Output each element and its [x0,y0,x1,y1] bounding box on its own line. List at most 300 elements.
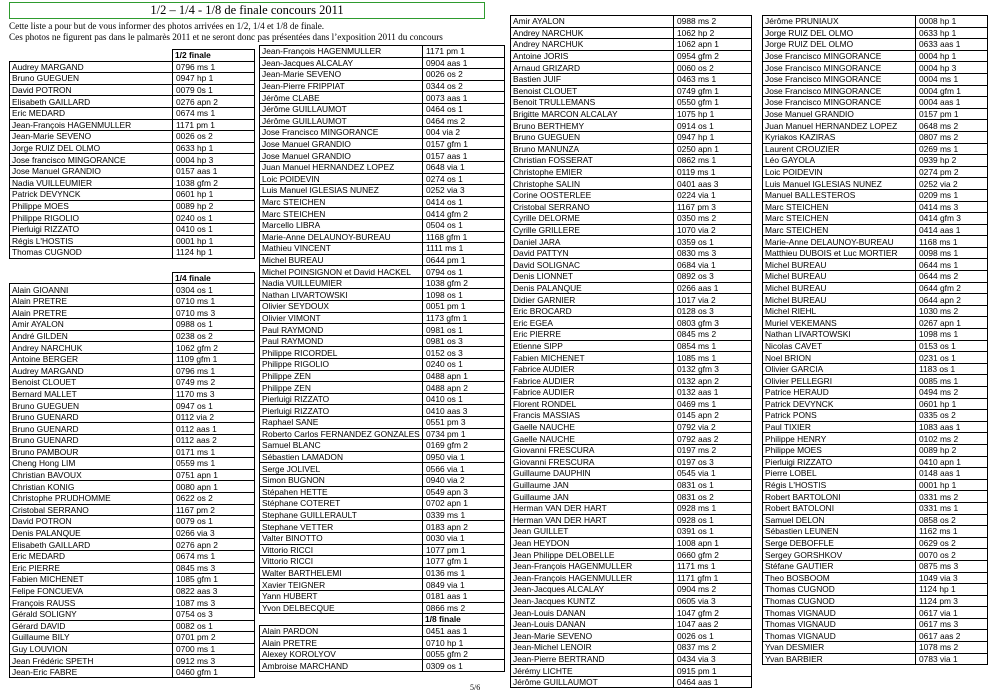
photographer-name: Pierluigi RIZZATO [763,456,916,468]
photographer-name: Serge DEBOFFLE [763,537,916,549]
photo-code: 1124 hp 1 [173,247,255,259]
table-row [10,411,255,423]
photographer-name: Andrey NARCHUK [511,39,674,51]
photo-code: 0469 ms 1 [674,398,752,410]
photo-code: 1038 gfm 2 [173,177,255,189]
photo-code: 0119 ms 1 [674,166,752,178]
photographer-name: Yann HUBERT [260,590,423,602]
photographer-name: Yvan DESMIER [763,642,916,654]
photo-code: 0410 os 1 [173,223,255,235]
photographer-name: Thomas VIGNAUD [763,618,916,630]
table-row [10,655,255,667]
photographer-name: Giovanni FRESCURA [511,456,674,468]
photo-code: 1049 via 3 [916,572,988,584]
photographer-name: Pierluigi RIZZATO [10,223,173,235]
table-row [511,537,752,549]
table-row [511,607,752,619]
photographer-name: André GILDEN [10,330,173,342]
table-row [10,377,255,389]
table-row [10,585,255,597]
table-row [260,196,505,208]
photo-code: 1111 ms 1 [423,243,505,255]
photo-code: 0749 gfm 1 [674,85,752,97]
photo-code: 0209 ms 1 [916,189,988,201]
table-row [260,602,505,614]
photographer-name: Léo GAYOLA [763,155,916,167]
photo-code: 0460 gfm 1 [173,666,255,678]
photo-code: 0183 apn 2 [423,521,505,533]
table-row [763,642,988,654]
photographer-name: Patrick DEVYNCK [763,398,916,410]
photographer-name: Marcello LIBRA [260,219,423,231]
photographer-name: François RAUSS [10,597,173,609]
photo-code: 1109 gfm 1 [173,353,255,365]
photographer-name: Audrey MARGAND [10,365,173,377]
photo-code: 0914 os 1 [674,120,752,132]
table-row [763,143,988,155]
photo-code: 1078 ms 2 [916,642,988,654]
photo-code: 0112 aas 2 [173,435,255,447]
table-row [260,231,505,243]
round-header: 1/4 finale [173,272,255,284]
table-row [763,247,988,259]
photographer-name: Antoine BERGER [10,353,173,365]
table-row [763,537,988,549]
table-row [260,498,505,510]
photo-code: 0269 ms 1 [916,143,988,155]
photographer-name: Nathan LIVARTOWSKI [763,329,916,341]
photographer-name: Fabrice AUDIER [511,363,674,375]
photographer-name: Jérémy LICHTE [511,665,674,677]
photo-code: 0089 hp 2 [916,444,988,456]
photographer-name: Jean-Louis DANAN [511,607,674,619]
photo-code: 0112 aas 1 [173,423,255,435]
table-row [763,201,988,213]
table-row [763,189,988,201]
table-row [260,463,505,475]
table-row [763,653,988,665]
photographer-name: Philippe ZEN [260,370,423,382]
table-row [10,131,255,143]
column-4 [762,15,988,665]
photographer-name: Jose Francisco MINGORANCE [763,50,916,62]
table-row [511,62,752,74]
photographer-name: Gérard DAVID [10,620,173,632]
photographer-name: Michel BUREAU [763,259,916,271]
photographer-name: Bruno MANUNZA [511,143,674,155]
photo-code: 0197 os 3 [674,456,752,468]
table-row [511,468,752,480]
photo-code: 0112 via 2 [173,411,255,423]
photo-code: 0079 os 1 [173,516,255,528]
table-row [511,410,752,422]
header-spacer [10,50,173,62]
photographer-name: Patrick DEVYNCK [10,189,173,201]
table-row [511,271,752,283]
photographer-name: Guillaume JAN [511,479,674,491]
table-row [10,435,255,447]
table-row [763,131,988,143]
photographer-name: Denis PALANQUE [511,282,674,294]
photographer-name: Patrice HERAUD [763,387,916,399]
photo-code: 0055 gfm 2 [423,648,505,660]
table-row [260,440,505,452]
table-row [763,73,988,85]
photo-code: 0026 os 2 [173,131,255,143]
photographer-name: Bruno GUEGUEN [10,73,173,85]
photo-code: 1087 ms 3 [173,597,255,609]
table-row [763,271,988,283]
photographer-name: Walter BARTHELEMI [260,567,423,579]
table-row [260,324,505,336]
photo-code: 0981 os 1 [423,324,505,336]
table-row [511,213,752,225]
photographer-name: Mathieu VINCENT [260,243,423,255]
photographer-name: Philippe ZEN [260,382,423,394]
photo-code: 0674 ms 1 [173,107,255,119]
photographer-name: Xavier TEIGNER [260,579,423,591]
table-row [10,319,255,331]
photo-code: 0545 via 1 [674,468,752,480]
table-row [763,421,988,433]
table-row [511,618,752,630]
table-row [763,340,988,352]
table-row [763,329,988,341]
photo-code: 0954 gfm 2 [674,50,752,62]
photo-code: 0157 aas 1 [173,165,255,177]
photo-code: 0947 os 1 [173,400,255,412]
half-final-table [9,49,255,259]
photo-code: 0796 ms 1 [173,365,255,377]
photographer-name: Thomas CUGNOD [763,595,916,607]
photographer-name: Thomas VIGNAUD [763,607,916,619]
photo-code: 0549 apn 3 [423,486,505,498]
photographer-name: Cristobal SERRANO [10,504,173,516]
photographer-name: Ambroise MARCHAND [260,660,423,672]
photo-code: 0001 hp 1 [173,235,255,247]
photographer-name: Benoit TRULLEMANS [511,97,674,109]
table-row [763,618,988,630]
photographer-name: Michel BUREAU [260,254,423,266]
photo-code: 0796 ms 1 [173,61,255,73]
photo-code: 0359 os 1 [674,236,752,248]
photo-code: 0128 os 3 [674,305,752,317]
table-row [10,142,255,154]
table-row [260,474,505,486]
table-row [511,294,752,306]
photo-code: 1168 ms 1 [916,236,988,248]
photographer-name: Kyriakos KAZIRAS [763,131,916,143]
table-row [260,393,505,405]
photographer-name: Olivier VIMONT [260,312,423,324]
table-row [763,282,988,294]
photo-code: 0629 os 2 [916,537,988,549]
table-row [10,107,255,119]
photographer-name: Bernard MALLET [10,388,173,400]
photographer-name: Didier GARNIER [511,294,674,306]
table-row [763,224,988,236]
photo-code: 0928 ms 1 [674,502,752,514]
photo-code: 1008 apn 1 [674,537,752,549]
photographer-name: Cheng Hong LIM [10,458,173,470]
photo-code: 0171 ms 1 [173,446,255,458]
table-row [763,50,988,62]
table-row [511,352,752,364]
photo-code: 0304 os 1 [173,284,255,296]
photographer-name: Jean-Marie SEVENO [511,630,674,642]
photographer-name: Bruno GUEGUEN [511,131,674,143]
photographer-name: Marie-Anne DELAUNOY-BUREAU [260,231,423,243]
photographer-name: Daniel JARA [511,236,674,248]
table-row [10,550,255,562]
photo-code: 0410 os 1 [423,393,505,405]
photo-code: 0792 via 2 [674,421,752,433]
photographer-name: Régis L'HOSTIS [10,235,173,247]
table-row [511,340,752,352]
photographer-name: Eric MEDARD [10,107,173,119]
round-header: 1/2 finale [173,50,255,62]
photographer-name: Jose Manuel GRANDIO [260,150,423,162]
photographer-name: Yvan BARBIER [763,653,916,665]
photo-code: 0276 apn 2 [173,539,255,551]
photo-code: 1173 gfm 1 [423,312,505,324]
photo-code: 0102 ms 2 [916,433,988,445]
table-row [511,236,752,248]
header-spacer [260,614,423,626]
photographer-name: Jean-Pierre FRIPPIAT [260,80,423,92]
photographer-name: Fabrice AUDIER [511,375,674,387]
photo-code: 1062 apn 1 [674,39,752,51]
photo-code: 0845 ms 2 [674,329,752,341]
photo-code: 1077 pm 1 [423,544,505,556]
photo-code: 0274 pm 2 [916,166,988,178]
table-row [10,423,255,435]
table-row [10,330,255,342]
table-row [10,458,255,470]
photographer-name: Christian FOSSERAT [511,155,674,167]
photographer-name: Eric PIERRE [511,329,674,341]
photographer-name: Eric BROCARD [511,305,674,317]
table-row [10,632,255,644]
document-title: 1/2 – 1/4 - 1/8 de finale concours 2011 [9,2,485,19]
photographer-name: Nadia VUILLEUMIER [260,277,423,289]
photo-code: 0148 aas 1 [916,468,988,480]
table-row [763,259,988,271]
table-row [511,166,752,178]
photo-code: 0026 os 2 [423,69,505,81]
photographer-name: Jose Francisco MINGORANCE [763,97,916,109]
table-row [511,189,752,201]
photo-code: 0266 via 3 [173,527,255,539]
table-row [511,398,752,410]
photographer-name: David PATTYN [511,247,674,259]
table-row [511,329,752,341]
photo-code: 0051 pm 1 [423,301,505,313]
photographer-name: Marc STEICHEN [763,224,916,236]
table-row [260,521,505,533]
photographer-name: Jose Manuel GRANDIO [763,108,916,120]
table-row [763,108,988,120]
table-row [10,388,255,400]
photographer-name: Denis PALANQUE [10,527,173,539]
table-row [260,590,505,602]
table-row [10,177,255,189]
table-row [763,572,988,584]
photo-code: 0807 ms 2 [916,131,988,143]
table-row [10,365,255,377]
photo-code: 0080 apn 1 [173,481,255,493]
photo-code: 0181 aas 1 [423,590,505,602]
table-row [260,301,505,313]
table-row [260,219,505,231]
photographer-name: Yvon DELBECQUE [260,602,423,614]
photographer-name: Arnaud GRIZARD [511,62,674,74]
photo-code: 0004 gfm 1 [916,85,988,97]
photo-code: 1162 ms 1 [916,526,988,538]
table-row [260,417,505,429]
photo-code: 0169 gfm 2 [423,440,505,452]
eighth-final-table-continued [762,15,988,665]
table-row [260,486,505,498]
table-row [763,560,988,572]
photographer-name: Thomas CUGNOD [10,247,173,259]
photo-code: 1168 gfm 1 [423,231,505,243]
photo-code: 0551 pm 3 [423,417,505,429]
photographer-name: Paul RAYMOND [260,324,423,336]
photographer-name: Michel BUREAU [763,282,916,294]
photo-code: 0331 ms 1 [916,502,988,514]
photo-code: 0830 ms 3 [674,247,752,259]
photo-code: 0633 hp 1 [173,142,255,154]
photographer-name: Michel BUREAU [763,294,916,306]
photographer-name: Stéphane COTERET [260,498,423,510]
table-row [260,243,505,255]
photographer-name: Jean-Marie SEVENO [10,131,173,143]
photo-code: 0792 aas 2 [674,433,752,445]
table-row [10,492,255,504]
photographer-name: Jean-François HAGENMULLER [511,560,674,572]
photographer-name: David POTRON [10,516,173,528]
photo-code: 0702 apn 1 [423,498,505,510]
photographer-name: Andrey NARCHUK [511,27,674,39]
photo-code: 0601 hp 1 [173,189,255,201]
photographer-name: Marc STEICHEN [260,196,423,208]
table-row [511,676,752,688]
table-row [763,398,988,410]
table-row [260,80,505,92]
photo-code: 0494 ms 2 [916,387,988,399]
photo-code: 0463 ms 1 [674,73,752,85]
table-row [10,212,255,224]
table-row [511,259,752,271]
photographer-name: Elisabeth GAILLARD [10,539,173,551]
table-row [260,335,505,347]
table-row [260,312,505,324]
table-row [260,359,505,371]
photo-code: 1047 aas 2 [674,618,752,630]
table-row [511,444,752,456]
table-row [511,73,752,85]
photo-code: 1098 ms 1 [916,329,988,341]
photographer-name: Paul TIXIER [763,421,916,433]
photo-code: 0001 hp 1 [916,479,988,491]
photo-code: 004 via 2 [423,127,505,139]
intro-line: Ces photos ne figurent pas dans le palmarès 2011 et ne seront donc pas présentées dans l’exposition 2011 du concours [9,31,443,42]
table-row [511,514,752,526]
table-row [511,502,752,514]
photo-code: 0904 aas 1 [423,57,505,69]
table-row [10,119,255,131]
photo-code: 0152 os 3 [423,347,505,359]
photographer-name: Jorge RUIZ DEL OLMO [10,142,173,154]
photo-code: 0350 ms 2 [674,213,752,225]
photo-code: 0008 hp 1 [916,16,988,28]
photo-code: 0648 ms 2 [916,120,988,132]
photo-code: 0644 apn 2 [916,294,988,306]
photo-code: 0410 aas 3 [423,405,505,417]
table-row [763,39,988,51]
photo-code: 0950 via 1 [423,451,505,463]
photographer-name: Philippe RICORDEL [260,347,423,359]
photo-code: 0710 hp 1 [423,637,505,649]
photographer-name: Pierluigi RIZZATO [260,393,423,405]
photographer-name: David SOLIGNAC [511,259,674,271]
photographer-name: Bruno GUENARD [10,423,173,435]
photo-code: 0862 ms 1 [674,155,752,167]
photo-code: 0274 os 1 [423,173,505,185]
photographer-name: Guillaume DAUPHIN [511,468,674,480]
table-row [10,620,255,632]
photo-code: 0648 via 1 [423,161,505,173]
photo-code: 1183 os 1 [916,363,988,375]
table-row [763,630,988,642]
table-row [260,161,505,173]
photographer-name: Jean-Jacques ALCALAY [511,584,674,596]
photographer-name: Olivier SEYDOUX [260,301,423,313]
table-row [10,481,255,493]
photographer-name: Vittorio RICCI [260,556,423,568]
photo-code: 0710 ms 3 [173,307,255,319]
table-row [10,284,255,296]
table-row [511,653,752,665]
photo-code: 0488 apn 1 [423,370,505,382]
photographer-name: Michel BUREAU [763,271,916,283]
photographer-name: Loic POIDEVIN [260,173,423,185]
photo-code: 1085 ms 1 [674,352,752,364]
table-row [10,643,255,655]
table-row [763,514,988,526]
photographer-name: Alain PRETRE [10,307,173,319]
photo-code: 0157 aas 1 [423,150,505,162]
photographer-name: Thomas CUGNOD [763,584,916,596]
photo-code: 0939 hp 2 [916,155,988,167]
table-row [511,526,752,538]
photographer-name: Gaelle NAUCHE [511,421,674,433]
photo-code: 0309 os 1 [423,660,505,672]
photographer-name: Marc STEICHEN [763,213,916,225]
table-row [511,479,752,491]
photographer-name: Bruno GUENARD [10,411,173,423]
photo-code: 0684 via 1 [674,259,752,271]
photo-code: 0414 aas 1 [916,224,988,236]
photographer-name: Benoist CLOUET [10,377,173,389]
photographer-name: Florent RONDEL [511,398,674,410]
photo-code: 0488 apn 2 [423,382,505,394]
photo-code: 0504 os 1 [423,219,505,231]
table-row [260,57,505,69]
table-row [511,50,752,62]
photographer-name: Samuel DELON [763,514,916,526]
